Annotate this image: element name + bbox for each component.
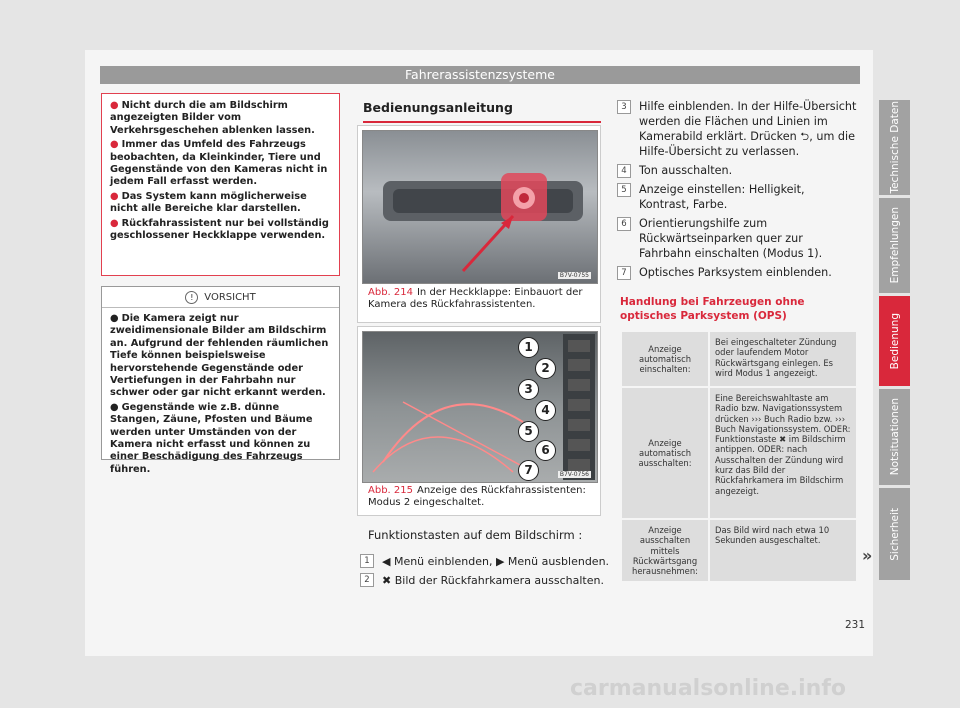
camera-location-image (362, 130, 598, 284)
rear-camera-display-image (362, 331, 598, 483)
ops-table (620, 330, 858, 583)
bullet-icon: ● (110, 139, 119, 151)
table-row (621, 519, 857, 582)
tab-empfehlungen[interactable]: Empfehlungen (879, 198, 910, 293)
callout-6: 6 (535, 440, 556, 461)
warning-item: ● Rückfahrassistent nur bei vollständig geschlossener Heckklappe verwenden. (110, 217, 329, 242)
table-cell-text: Eine Bereichswahltaste am Radio bzw. Navigationssystem drücken ››› Buch Radio bzw. ››› Buch Navigationssystem. ODER: Funktionstaste ✖ im Bildschirm antippen. ODER: nach Ausschalten der Zündung wird kurz das Bild der Rückfahrkamera im Bildschirm angezeigt. (709, 387, 857, 519)
table-row (621, 331, 857, 387)
figure-caption: Abb. 214 In der Heckklappe: Einbauort der Kamera des Rückfahrassistenten. (368, 287, 583, 310)
continue-arrow-icon: » (862, 546, 873, 565)
callout-2: 2 (535, 358, 556, 379)
info-icon: ! (185, 291, 198, 304)
function-key-item: 2 ✖ Bild der Rückfahrkamera ausschalten. (360, 573, 604, 587)
table-cell-label: Anzeige ausschalten mittels Rückwärtsgang herausnehmen: (621, 519, 709, 582)
warning-item: ● Das System kann möglicherweise nicht alle Bereiche klar darstellen. (110, 190, 307, 215)
bullet-icon: ● (110, 401, 119, 413)
ops-heading: Handlung bei Fahrzeugen ohne optisches Parksystem (OPS) (620, 296, 805, 322)
tab-sicherheit[interactable]: Sicherheit (879, 488, 910, 580)
warning-item: ● Nicht durch die am Bildschirm angezeigten Bilder vom Verkehrsgeschehen ablenken lassen. (110, 100, 315, 136)
callout-4: 4 (535, 400, 556, 421)
function-key-item: 1 ◀ Menü einblenden, ▶ Menü ausblenden. (360, 554, 609, 568)
table-cell-text: Das Bild wird nach etwa 10 Sekunden ausgeschaltet. (709, 519, 857, 582)
callout-1: 1 (518, 337, 539, 358)
callout-5: 5 (518, 421, 539, 442)
function-item: 3 Hilfe einblenden. In der Hilfe-Übersicht werden die Flächen und Linien im Kamerabild erklärt. Drücken ⮌, um die Hilfe-Übersicht zu verlassen. (617, 99, 857, 159)
page-number: 231 (845, 619, 866, 631)
figure-code: B7V-0755 (559, 272, 589, 279)
warning-box (101, 93, 340, 276)
tab-bedienung[interactable]: Bedienung (879, 296, 910, 386)
bullet-icon: ● (110, 313, 119, 324)
table-cell-label: Anzeige automatisch einschalten: (621, 331, 709, 387)
function-item: 4 Ton ausschalten. (617, 163, 857, 178)
bullet-icon: ● (110, 217, 119, 229)
function-item: 7 Optisches Parksystem einblenden. (617, 265, 857, 280)
tab-technische-daten[interactable]: Technische Daten (879, 100, 910, 195)
function-item: 5 Anzeige einstellen: Helligkeit, Kontrast, Farbe. (617, 182, 857, 212)
section-title: Bedienungsanleitung (363, 100, 601, 123)
bullet-icon: ● (110, 100, 119, 111)
table-cell-label: Anzeige automatisch ausschalten: (621, 387, 709, 519)
tab-notsituationen[interactable]: Notsituationen (879, 389, 910, 485)
caution-item: ● Gegenstände wie z.B. dünne Stangen, Zäune, Pfosten und Bäume werden unter Umständen von der Kamera nicht erfasst und können zu einer Beschädigung des Fahrzeugs führen. (110, 401, 313, 475)
table-cell-text: Bei eingeschalteter Zündung oder laufendem Motor Rückwärtsgang einlegen. Es wird Modus 1 angezeigt. (709, 331, 857, 387)
caution-item: ● Die Kamera zeigt nur zweidimensionale Bilder am Bildschirm an. Aufgrund der fehlenden räumlichen Tiefe können beispielsweise hervorstehende Gegenstände oder Vertiefungen in der Fahrbahn nur schwer oder gar nicht erkannt werden. (110, 313, 329, 399)
table-row (621, 387, 857, 519)
function-keys-title: Funktionstasten auf dem Bildschirm : (368, 528, 583, 542)
watermark: carmanualsonline.info (570, 676, 846, 701)
figure-code: B7V-0756 (559, 471, 589, 478)
callout-3: 3 (518, 379, 539, 400)
caution-box (101, 286, 340, 475)
caution-header: ! VORSICHT (102, 287, 339, 308)
figure-215 (357, 326, 601, 516)
page-header: Fahrerassistenzsysteme (100, 66, 860, 84)
function-item: 6 Orientierungshilfe zum Rückwärtseinparken quer zur Fahrbahn einschalten (Modus 1). (617, 216, 857, 261)
function-list (617, 99, 857, 284)
figure-caption: Abb. 215 Anzeige des Rückfahrassistenten: Modus 2 eingeschaltet. (368, 485, 586, 508)
figure-214 (357, 125, 601, 323)
callout-7: 7 (518, 460, 539, 481)
bullet-icon: ● (110, 190, 119, 202)
warning-item: ● Immer das Umfeld des Fahrzeugs beobachten, da Kleinkinder, Tiere und Gegenstände von den Kameras nicht in jedem Fall erfasst werden. (110, 139, 328, 188)
